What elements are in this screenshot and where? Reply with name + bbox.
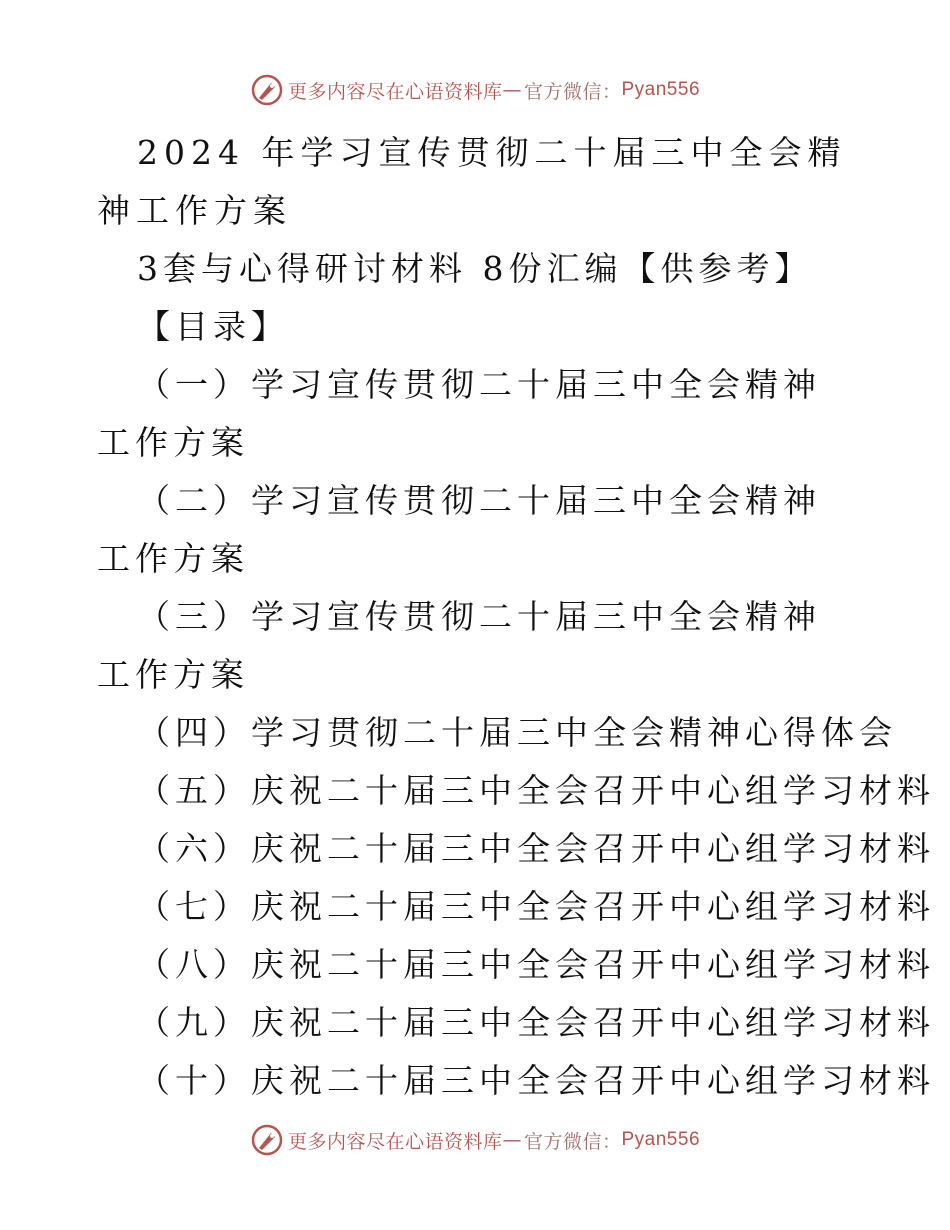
toc-item: （十）庆祝二十届三中全会召开中心组学习材料 (137, 1061, 935, 1100)
banner-wechat-id: Pyan556 (621, 79, 701, 100)
footer-banner (0, 1120, 950, 1160)
pen-nib-logo-icon (250, 73, 284, 107)
banner-separator: — (502, 79, 522, 101)
toc-item: （四）学习贯彻二十届三中全会精神心得体会 (137, 713, 897, 752)
toc-item: （六）庆祝二十届三中全会召开中心组学习材料 (137, 829, 935, 868)
header-banner (0, 70, 950, 110)
toc-item: （一）学习宣传贯彻二十届三中全会精神工作方案 (97, 365, 821, 462)
document-subtitle: 3套与心得研讨材料 8份汇编【供参考】 (137, 249, 813, 288)
toc-item: （八）庆祝二十届三中全会召开中心组学习材料 (137, 945, 935, 984)
banner-tagline: 更多内容尽在心语资料库 (287, 1130, 503, 1153)
toc-item: （九）庆祝二十届三中全会召开中心组学习材料 (137, 1003, 935, 1042)
toc-heading: 【目录】 (137, 307, 289, 346)
toc-item: （五）庆祝二十届三中全会召开中心组学习材料 (137, 771, 935, 810)
banner-wechat-label: 官方微信： (523, 1130, 622, 1153)
toc-item: （二）学习宣传贯彻二十届三中全会精神工作方案 (97, 481, 821, 578)
banner-wechat-label: 官方微信： (523, 80, 622, 103)
document-title: 2024 年学习宣传贯彻二十届三中全会精神工作方案 (97, 133, 847, 230)
toc-item: （三）学习宣传贯彻二十届三中全会精神工作方案 (97, 597, 821, 694)
banner-wechat-id: Pyan556 (621, 1129, 701, 1150)
banner-tagline: 更多内容尽在心语资料库 (287, 80, 503, 103)
banner-separator: — (502, 1129, 522, 1151)
document-body (97, 124, 935, 1110)
toc-item: （七）庆祝二十届三中全会召开中心组学习材料 (137, 887, 935, 926)
pen-nib-logo-icon (250, 1123, 284, 1157)
